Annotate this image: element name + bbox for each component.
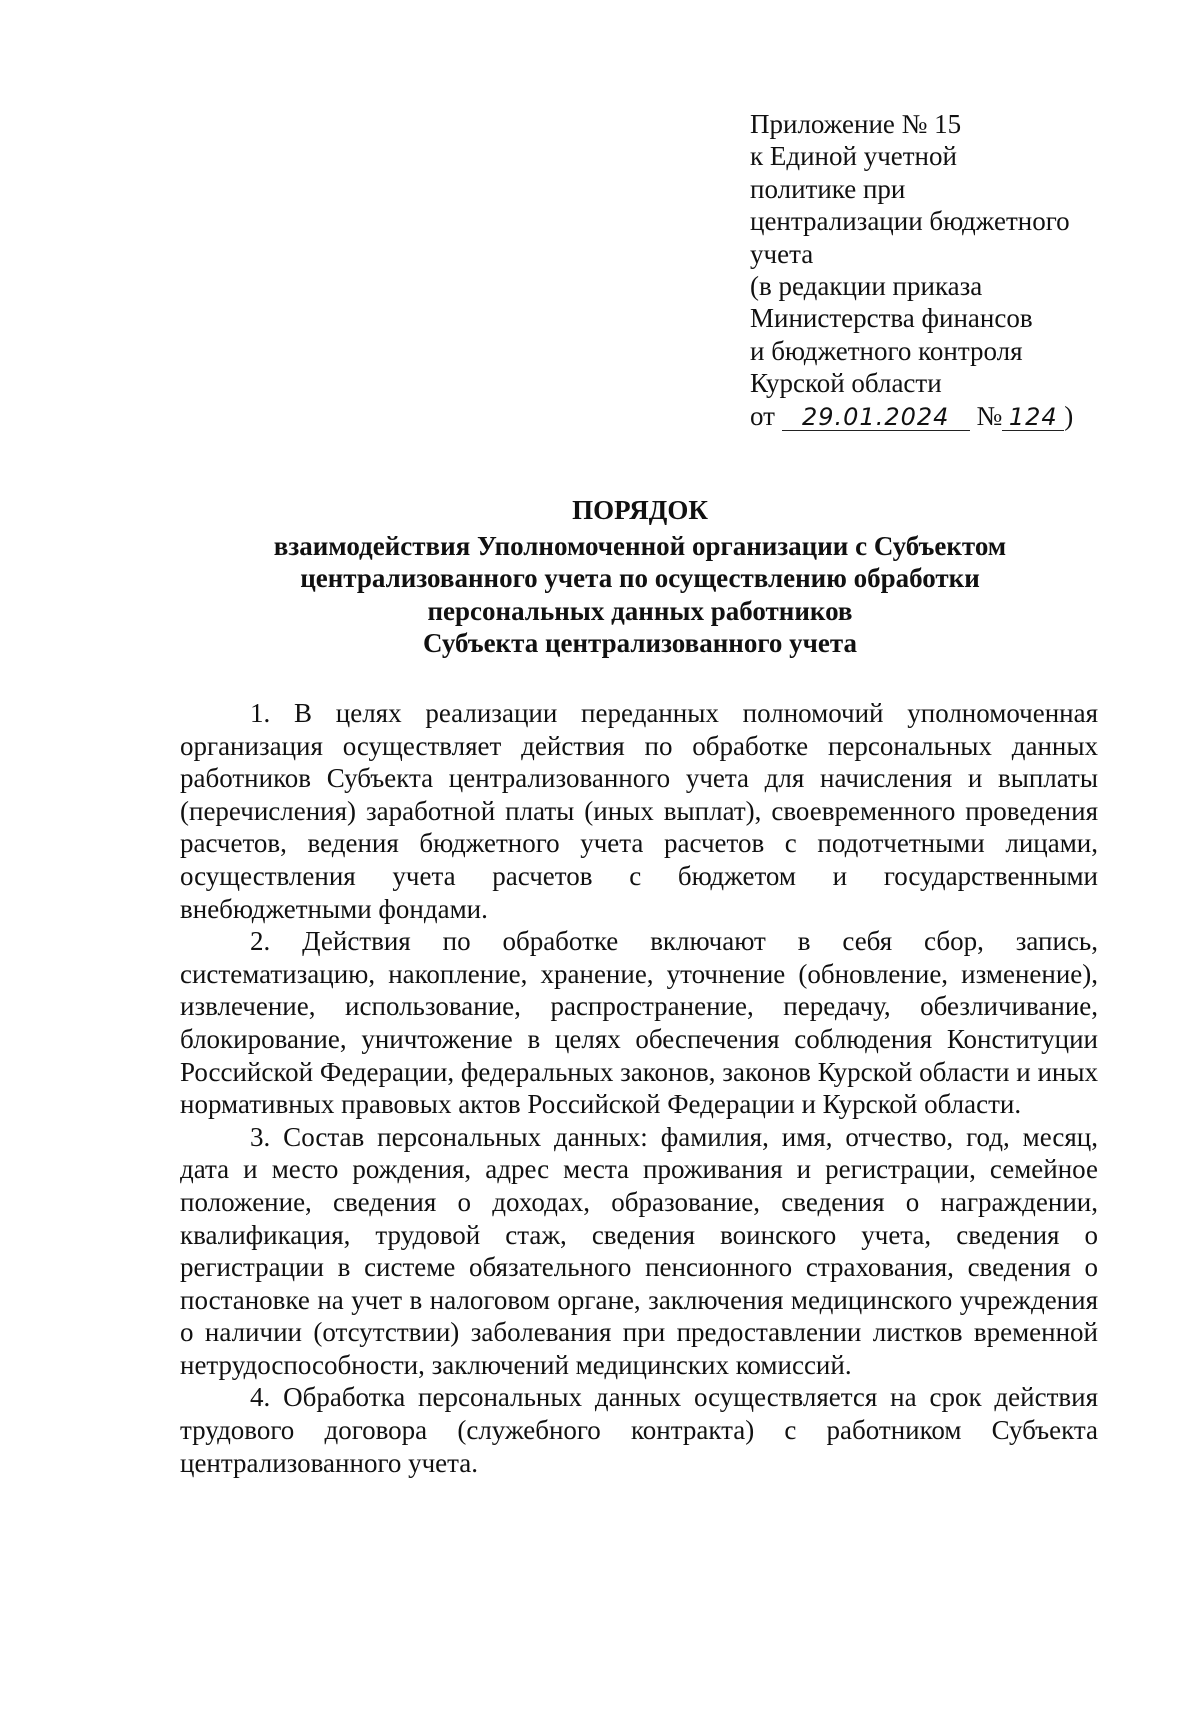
title-main: ПОРЯДОК [572,495,708,525]
appendix-header [750,108,1130,432]
appendix-line: (в редакции приказа [750,271,983,302]
document-body [180,697,1098,1479]
handwritten-number: 124 [1002,404,1064,431]
paragraph-3: 3. Состав персональных данных: фамилия, имя, отчество, год, месяц, дата и место рождения, адрес места проживания и регистрации, семейное положение, сведения о доходах, образование, сведения о награждении, квалификация, трудовой стаж, сведения воинского учета, сведения о регистрации в системе обязательного пенсионного страхования, сведения о постановке на учет в налоговом органе, заключения медицинского учреждения о наличии (отсутствии) заболевания при предоставлении листков временной нетрудоспособности, заключений медицинских комиссий. [180,1121,1098,1380]
appendix-line: Министерства финансов [750,303,1033,334]
paragraph-1: 1. В целях реализации переданных полномочий уполномоченная организация осуществляет действия по обработке персональных данных работников Субъекта централизованного учета для начисления и выплаты (перечисления) заработной платы (иных выплат), своевременного проведения расчетов, ведения бюджетного учета расчетов с подотчетными лицами, осуществления учета расчетов с бюджетом и государственными внебюджетными фондами. [180,698,1098,924]
title-subtitle-line: централизованного учета по осуществлению обработки [300,563,980,593]
number-prefix: № [976,400,1003,431]
appendix-line: Курской области [750,368,942,399]
appendix-line: учета [750,238,814,269]
appendix-line: централизации бюджетного [750,206,1070,237]
appendix-line: к Единой учетной [750,141,957,172]
paragraph-2: 2. Действия по обработке включают в себя сбор, запись, систематизацию, накопление, хранение, уточнение (обновление, изменение), извлечение, использование, распространение, передачу, обезличивание, блокирование, уничтожение в целях обеспечения соблюдения Конституции Российской Федерации, федеральных законов, законов Курской области и иных нормативных правовых актов Российской Федерации и Курской области. [180,926,1098,1120]
appendix-line: политике при [750,173,906,204]
closing-bracket: ) [1064,400,1074,431]
title-subtitle-line: Субъекта централизованного учета [423,628,857,658]
paragraph-4: 4. Обработка персональных данных осуществляется на срок действия трудового договора (служебного контракта) с работником Субъекта централизованного учета. [180,1382,1098,1478]
handwritten-date: 29.01.2024 [782,404,970,431]
appendix-line: Приложение № 15 [750,109,962,139]
document-title [200,494,1080,660]
appendix-line: и бюджетного контроля [750,335,1023,366]
title-subtitle-line: персональных данных работников [427,595,853,626]
date-prefix: от [750,400,775,431]
title-subtitle-line: взаимодействия Уполномоченной организации с Субъектом [273,530,1007,561]
order-date-line [750,400,1130,432]
